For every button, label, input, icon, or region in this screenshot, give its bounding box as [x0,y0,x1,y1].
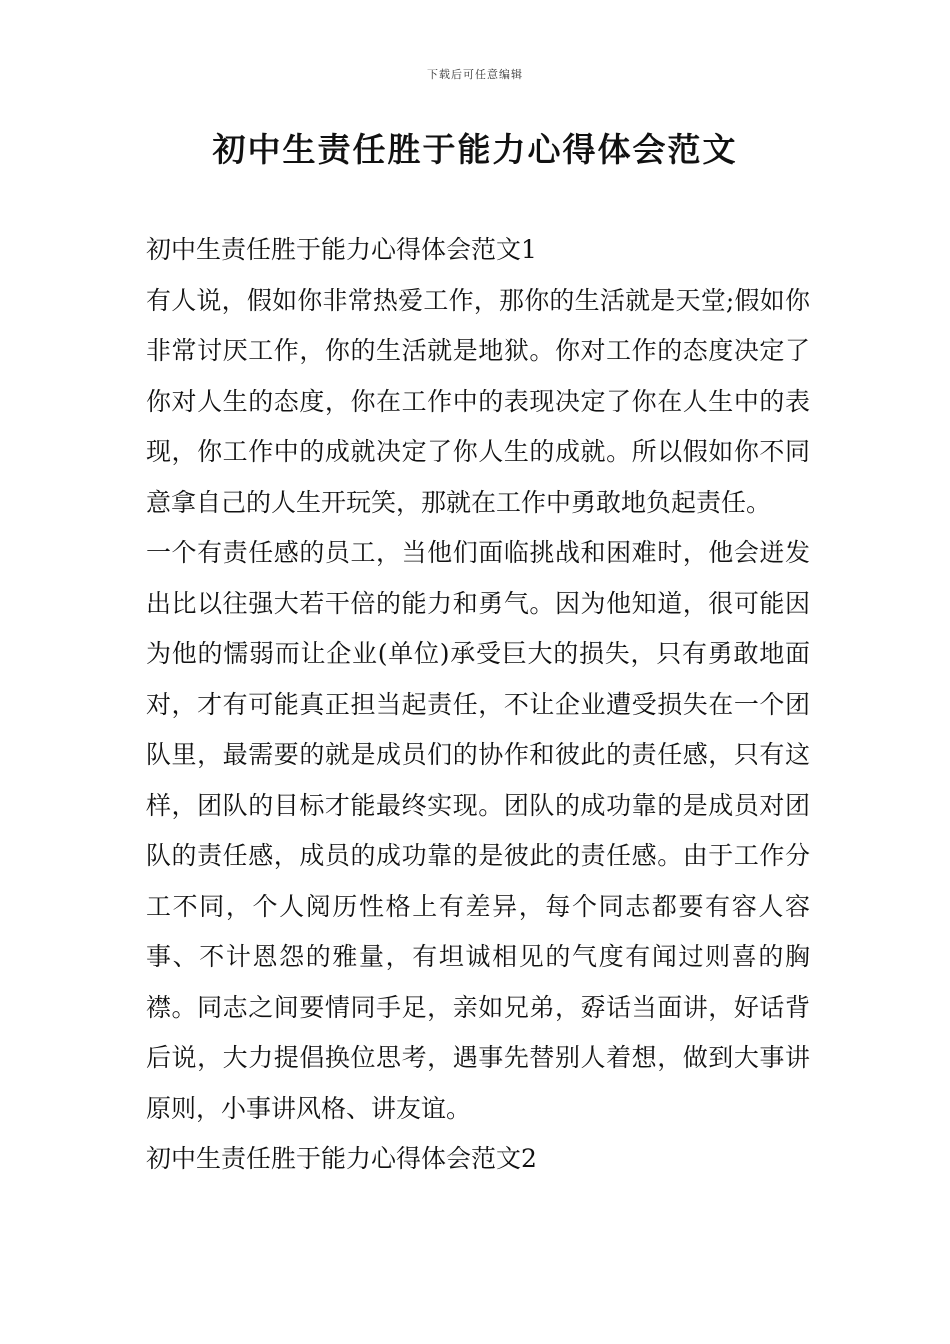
document-title: 初中生责任胜于能力心得体会范文 [212,130,738,169]
paragraph-2: 一个有责任感的员工，当他们面临挑战和困难时，他会迸发出比以往强大若干倍的能力和勇气。因为他知道，很可能因为他的懦弱而让企业(单位)承受巨大的损失，只有勇敢地面对，才有可能真正担当起责任，不让企业遭受损失在一个团队里，最需要的就是成员们的协作和彼此的责任感，只有这样，团队的目标才能最终实现。团队的成功靠的是成员对团队的责任感，成员的成功靠的是彼此的责任感。由于工作分工不同，个人阅历性格上有差异，每个同志都要有容人容事、不计恩怨的雅量，有坦诚相见的气度有闻过则喜的胸襟。同志之间要情同手足，亲如兄弟，孬话当面讲，好话背后说，大力提倡换位思考，遇事先替别人着想，做到大事讲原则，小事讲风格、讲友谊。 [146,538,810,1123]
paragraph-1: 有人说，假如你非常热爱工作，那你的生活就是天堂;假如你非常讨厌工作，你的生活就是地狱。你对工作的态度决定了你对人生的态度，你在工作中的表现决定了你在人生中的表现，你工作中的成就决定了你人生的成就。所以假如你不同意拿自己的人生开玩笑，那就在工作中勇敢地负起责任。 [146,285,810,517]
section-heading-2: 初中生责任胜于能力心得体会范文2 [146,1144,537,1173]
document-body [146,225,810,1185]
section-heading-1: 初中生责任胜于能力心得体会范文1 [146,235,537,264]
header-note: 下载后可任意编辑 [427,68,523,81]
